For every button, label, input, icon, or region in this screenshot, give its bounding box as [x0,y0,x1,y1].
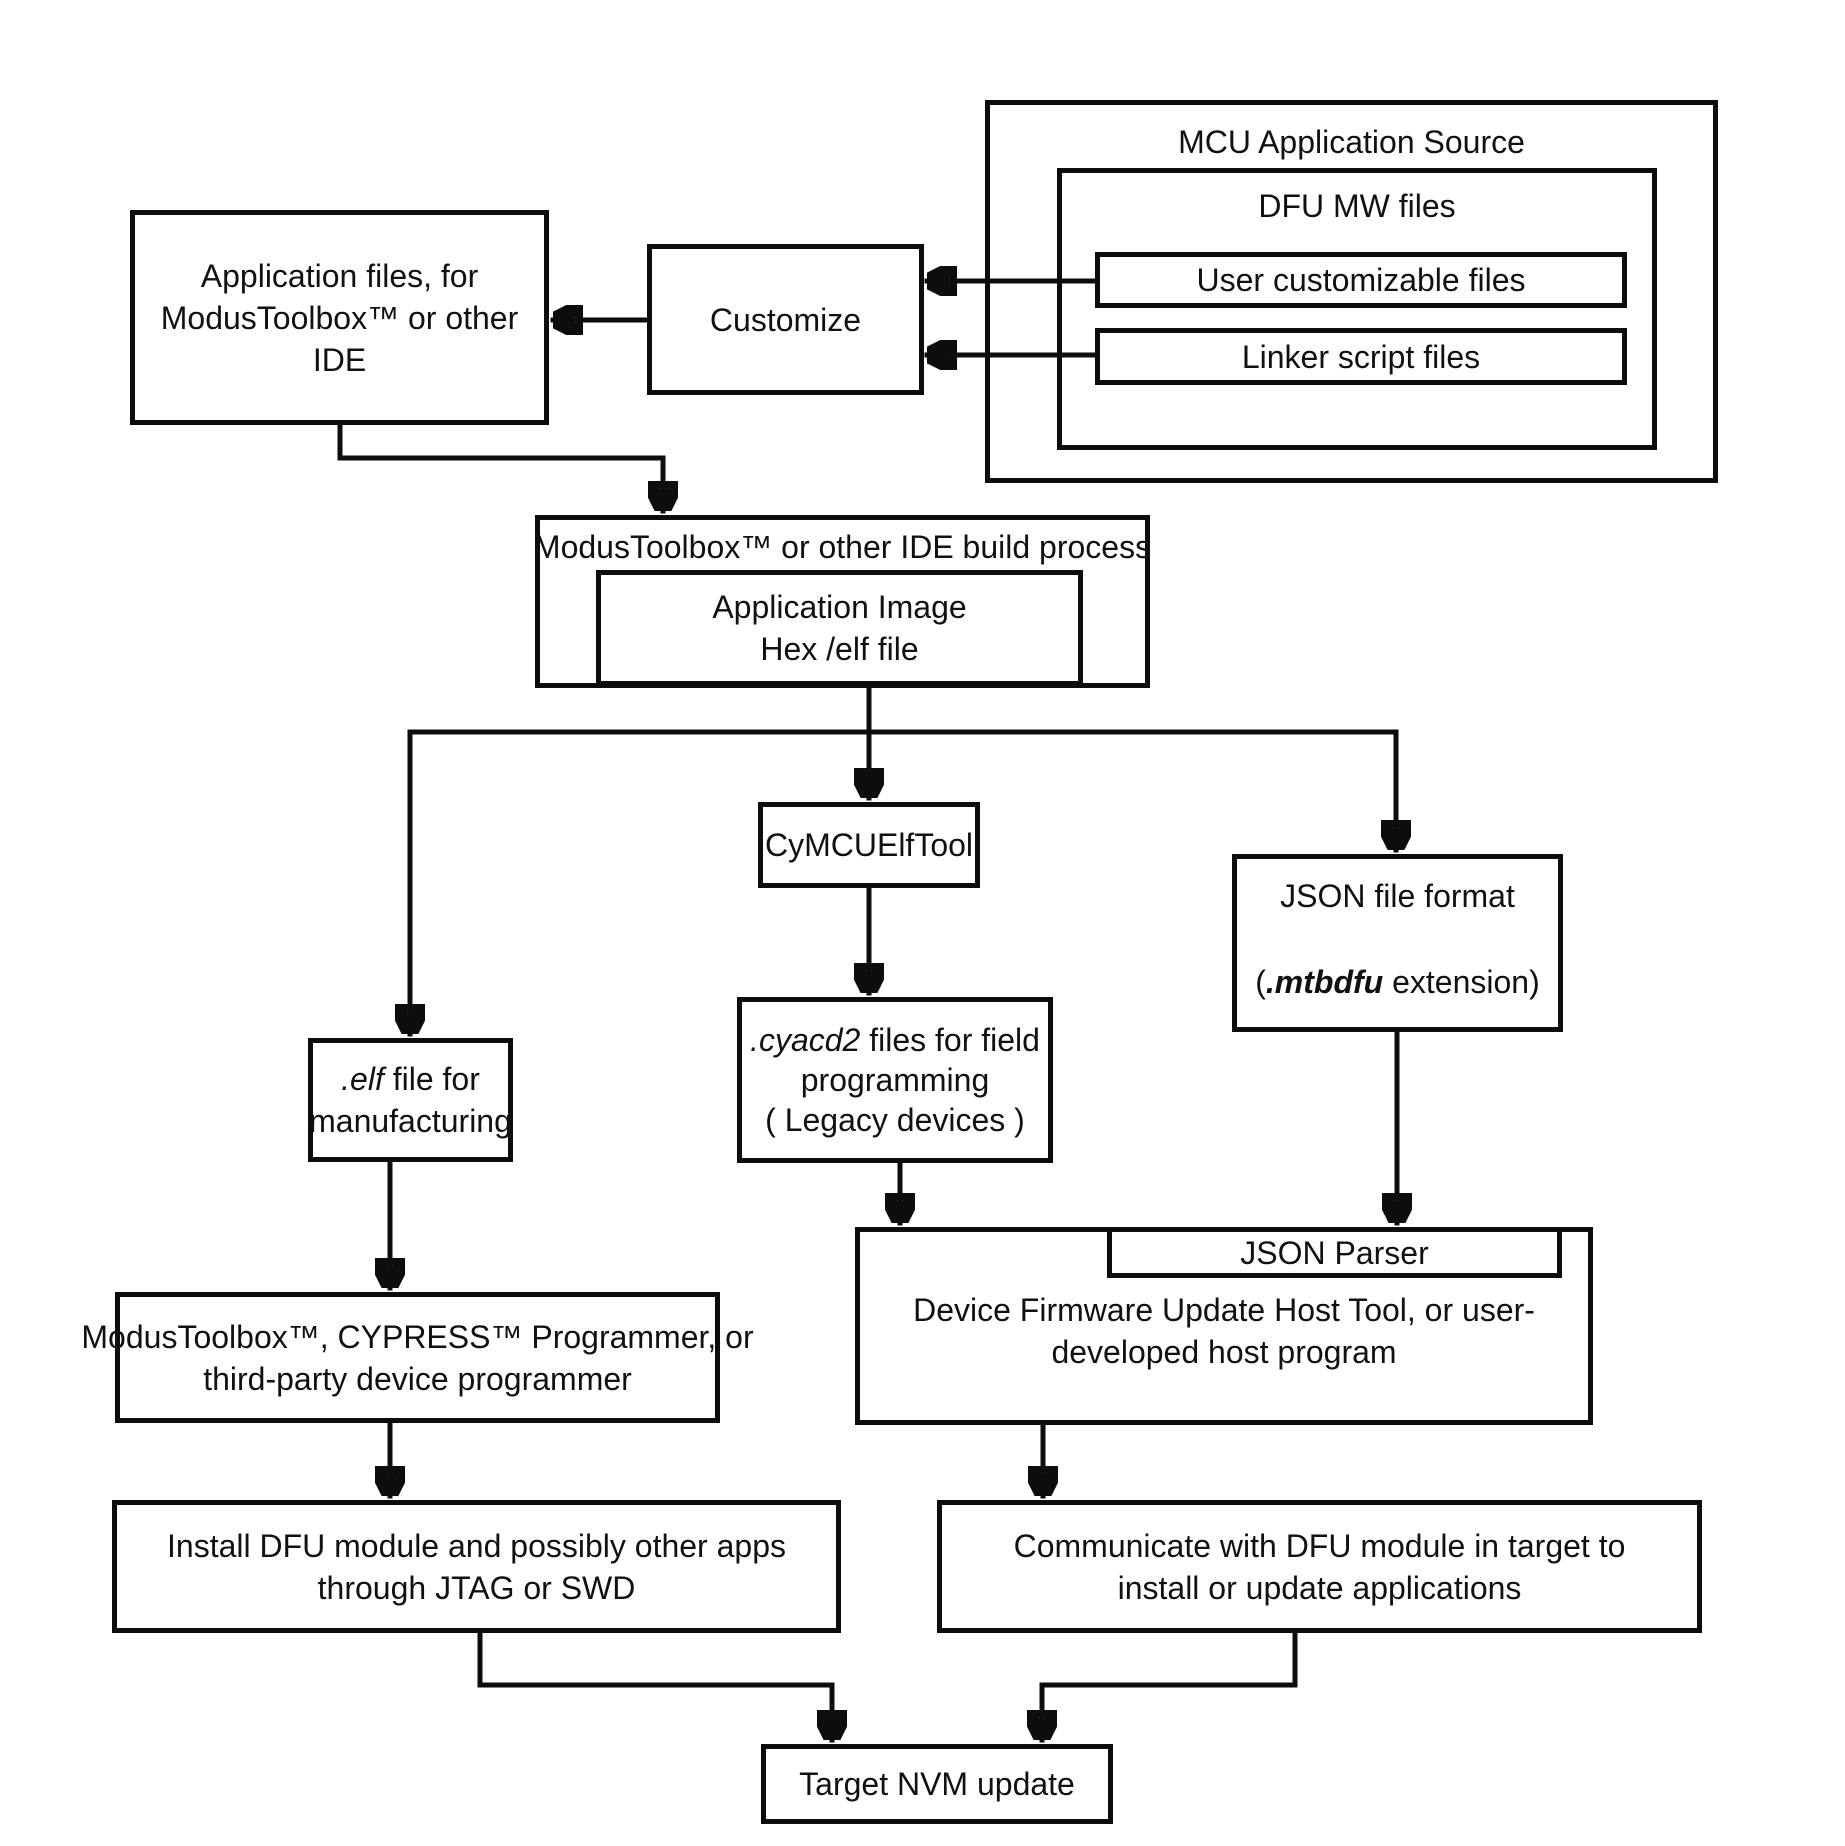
application-image-line: Hex /elf file [760,631,919,667]
install-dfu-module-line: through JTAG or SWD [317,1569,636,1606]
arrow-app-files-to-build [340,425,663,511]
node-target-nvm-update [761,1744,1113,1824]
extension-rest: extension) [1383,964,1540,1000]
json-file-format-extension-line [1255,961,1539,1003]
arrow-install-to-target [480,1633,832,1740]
mcu-application-source-title: MCU Application Source [1178,124,1525,160]
elf-file-line: manufacturing [309,1103,512,1139]
application-files-line: Application files, for [200,257,479,294]
cyacd2-line [750,1020,1040,1060]
paren-open: ( [1255,964,1266,1000]
elf-file-line [341,1058,480,1100]
node-application-image [596,570,1083,686]
dfu-host-tool-line: Device Firmware Update Host Tool, or user- [913,1292,1535,1328]
device-programmer-line: ModusToolbox™, CYPRESS™ Programmer, or [81,1318,754,1355]
node-json-parser [1107,1227,1562,1278]
elf-extension: .elf [341,1061,384,1097]
node-linker-script-files [1095,328,1627,385]
node-customize [647,244,924,395]
elf-file-rest: file for [383,1061,480,1097]
linker-script-files-label: Linker script files [1241,338,1481,375]
user-customizable-files-label: User customizable files [1196,262,1526,298]
communicate-with-dfu-line: Communicate with DFU module in target to [1013,1527,1626,1564]
customize-label: Customize [709,301,862,338]
cymcuelftool-label: CyMCUElfTool [764,827,974,863]
application-files-line: ModusToolbox™ or other [160,299,519,336]
mtbdfu-extension: .mtbdfu [1265,964,1384,1000]
build-process-title: ModusToolbox™ or other IDE build process [533,529,1152,565]
json-file-format-line: JSON file format [1280,878,1515,914]
node-install-dfu-module [112,1500,841,1633]
application-image-line: Application Image [712,589,967,625]
node-cyacd2-files [737,997,1053,1163]
install-dfu-module-line: Install DFU module and possibly other apps [167,1527,786,1564]
device-programmer-line: third-party device programmer [203,1360,632,1397]
json-parser-label: JSON Parser [1240,1234,1429,1271]
arrow-communicate-to-target [1042,1633,1295,1740]
node-user-customizable-files [1095,252,1627,308]
cyacd2-line: ( Legacy devices ) [765,1102,1025,1138]
cyacd2-line: programming [800,1062,990,1098]
node-elf-file-for-manufacturing [308,1038,513,1162]
node-device-programmer [81,1292,754,1423]
cyacd2-extension: .cyacd2 [750,1022,861,1058]
node-communicate-with-dfu [937,1500,1702,1633]
application-files-line: IDE [312,341,367,378]
node-application-files [130,210,549,425]
dfu-host-tool-line: developed host program [1051,1334,1397,1370]
node-dfu-mw-files [1057,168,1657,450]
cyacd2-rest: files for field [860,1022,1040,1058]
node-json-file-format [1232,854,1563,1032]
node-cymcuelftool [758,802,980,888]
dfu-mw-files-title: DFU MW files [1258,188,1456,224]
communicate-with-dfu-line: install or update applications [1117,1569,1522,1606]
target-nvm-update-label: Target NVM update [799,1766,1075,1802]
